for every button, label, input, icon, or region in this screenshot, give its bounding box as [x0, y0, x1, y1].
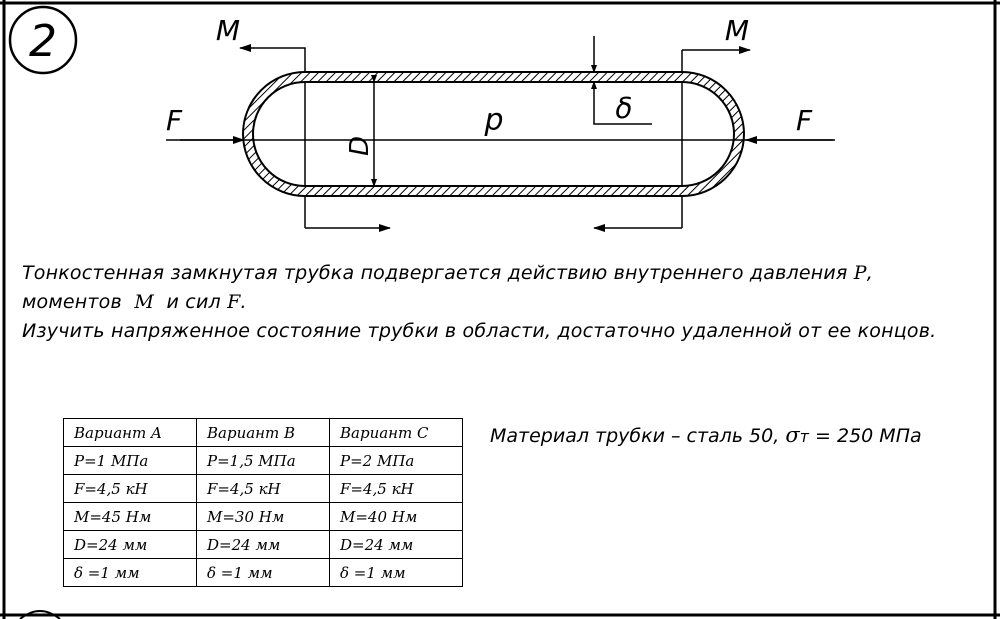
table-row — [64, 447, 463, 475]
diameter-label: D — [345, 135, 375, 156]
moment-left-top-arrow — [240, 48, 305, 58]
problem-number: 2 — [29, 16, 57, 67]
table-cell: D=24 мм — [330, 531, 463, 559]
table-header-cell: Вариант C — [330, 419, 463, 447]
table-cell: F=4,5 кН — [197, 475, 330, 503]
pressure-variable: P — [853, 262, 867, 284]
table-header-cell: Вариант B — [197, 419, 330, 447]
table-cell: P=1 МПа — [64, 447, 197, 475]
description-line1-text: Тонкостенная замкнутая трубка подвергается действию внутреннего давления — [22, 262, 854, 284]
table-cell: δ =1 мм — [197, 559, 330, 587]
table-cell: F=4,5 кН — [64, 475, 197, 503]
table-cell: M=40 Нм — [330, 503, 463, 531]
table-row — [64, 531, 463, 559]
table-cell: D=24 мм — [64, 531, 197, 559]
table-cell: P=2 МПа — [330, 447, 463, 475]
table-row — [64, 503, 463, 531]
description-line2-end: . — [240, 291, 247, 313]
table-header-row — [64, 419, 463, 447]
table-cell: P=1,5 МПа — [197, 447, 330, 475]
problem-text-line-1 — [22, 262, 873, 284]
yield-stress-symbol: σ — [785, 423, 800, 447]
material-text: Материал трубки – сталь 50, — [490, 425, 786, 447]
table-cell: F=4,5 кН — [330, 475, 463, 503]
yield-stress-value: = 250 МПа — [809, 425, 922, 447]
pressure-label: p — [484, 103, 504, 138]
force-right-label: F — [795, 104, 813, 137]
description-line1-end: , — [866, 262, 874, 284]
moment-left-label: M — [215, 14, 241, 47]
table-cell: δ =1 мм — [330, 559, 463, 587]
variants-table — [63, 418, 463, 587]
thickness-label: δ — [615, 92, 633, 125]
description-line2-text2: и сил — [154, 291, 228, 313]
table-cell: D=24 мм — [197, 531, 330, 559]
table-row — [64, 475, 463, 503]
problem-text-line-3: Изучить напряженное состояние трубки в области, достаточно удаленной от ее концов. — [22, 320, 937, 342]
force-left-label: F — [165, 104, 183, 137]
moment-right-label: M — [724, 14, 750, 47]
table-cell: M=45 Нм — [64, 503, 197, 531]
table-cell: δ =1 мм — [64, 559, 197, 587]
material-spec — [490, 423, 922, 447]
force-variable: F — [227, 291, 241, 313]
problem-text-line-2 — [22, 291, 247, 313]
table-row — [64, 559, 463, 587]
yield-stress-subscript: т — [799, 427, 809, 446]
table-cell: M=30 Нм — [197, 503, 330, 531]
description-line2-text1: моментов — [22, 291, 135, 313]
moment-variable: M — [134, 291, 155, 313]
table-header-cell: Вариант A — [64, 419, 197, 447]
